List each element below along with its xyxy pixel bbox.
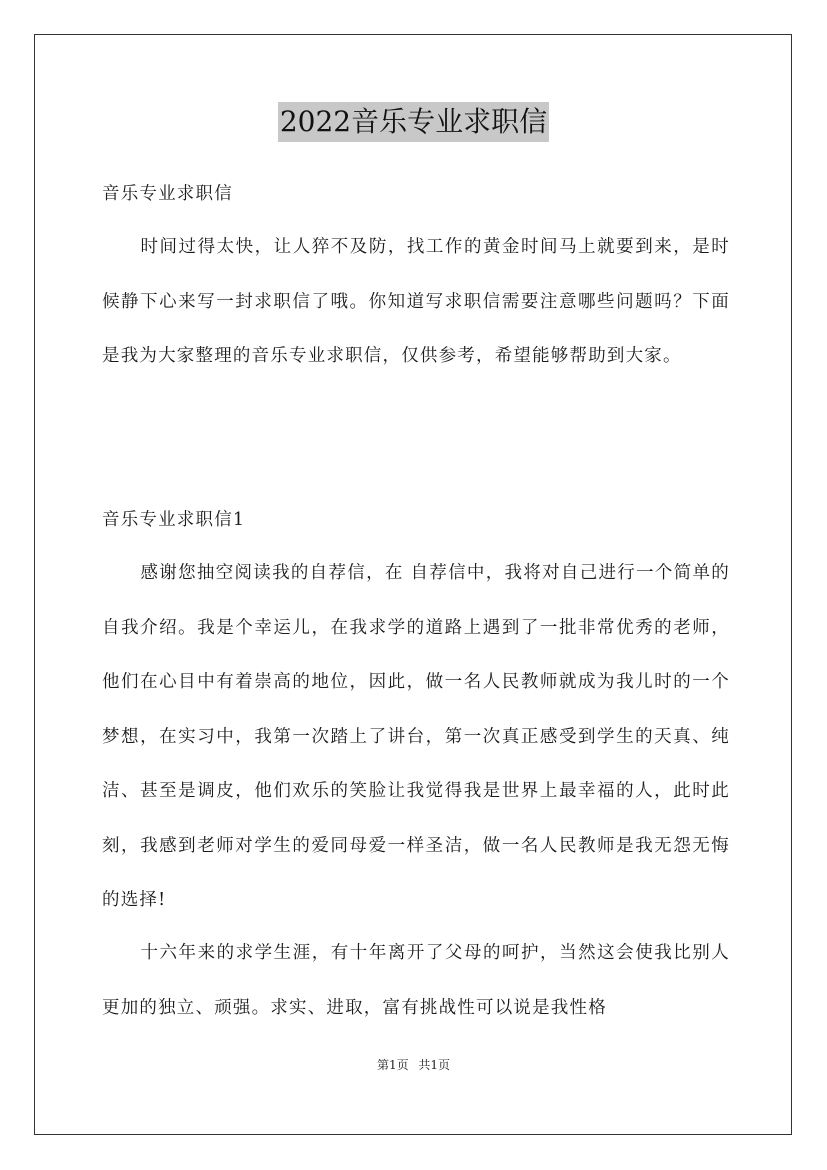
section1-heading: 音乐专业求职信1 <box>102 510 246 530</box>
intro-heading: 音乐专业求职信 <box>102 184 233 204</box>
page-total: 共1页 <box>418 1058 451 1072</box>
title-container <box>0 102 827 142</box>
page-number: 第1页 <box>376 1058 409 1072</box>
page-footer <box>0 1056 827 1073</box>
document-title: 2022音乐专业求职信 <box>278 102 549 142</box>
intro-paragraph: 时间过得太快，让人猝不及防，找工作的黄金时间马上就要到来，是时候静下心来写一封求职信了哦。你知道写求职信需要注意哪些问题吗？下面是我为大家整理的音乐专业求职信，仅供参考，希望能够帮助到大家。 <box>102 237 730 366</box>
section1-paragraph-2: 十六年来的求学生涯，有十年离开了父母的呵护，当然这会使我比别人更加的独立、顽强。求实、进取，富有挑战性可以说是我性格 <box>102 943 730 1018</box>
section1-paragraph-1: 感谢您抽空阅读我的自荐信，在 自荐信中，我将对自己进行一个简单的自我介绍。我是个幸运儿，在我求学的道路上遇到了一批非常优秀的老师，他们在心目中有着崇高的地位，因此，做一名人民教师就成为我儿时的一个梦想，在实习中，我第一次踏上了讲台，第一次真正感受到学生的天真、纯洁、甚至是调皮，他们欢乐的笑脸让我觉得我是世界上最幸福的人，此时此刻，我感到老师对学生的爱同母爱一样圣洁，做一名人民教师是我无怨无悔的选择! <box>102 563 730 910</box>
